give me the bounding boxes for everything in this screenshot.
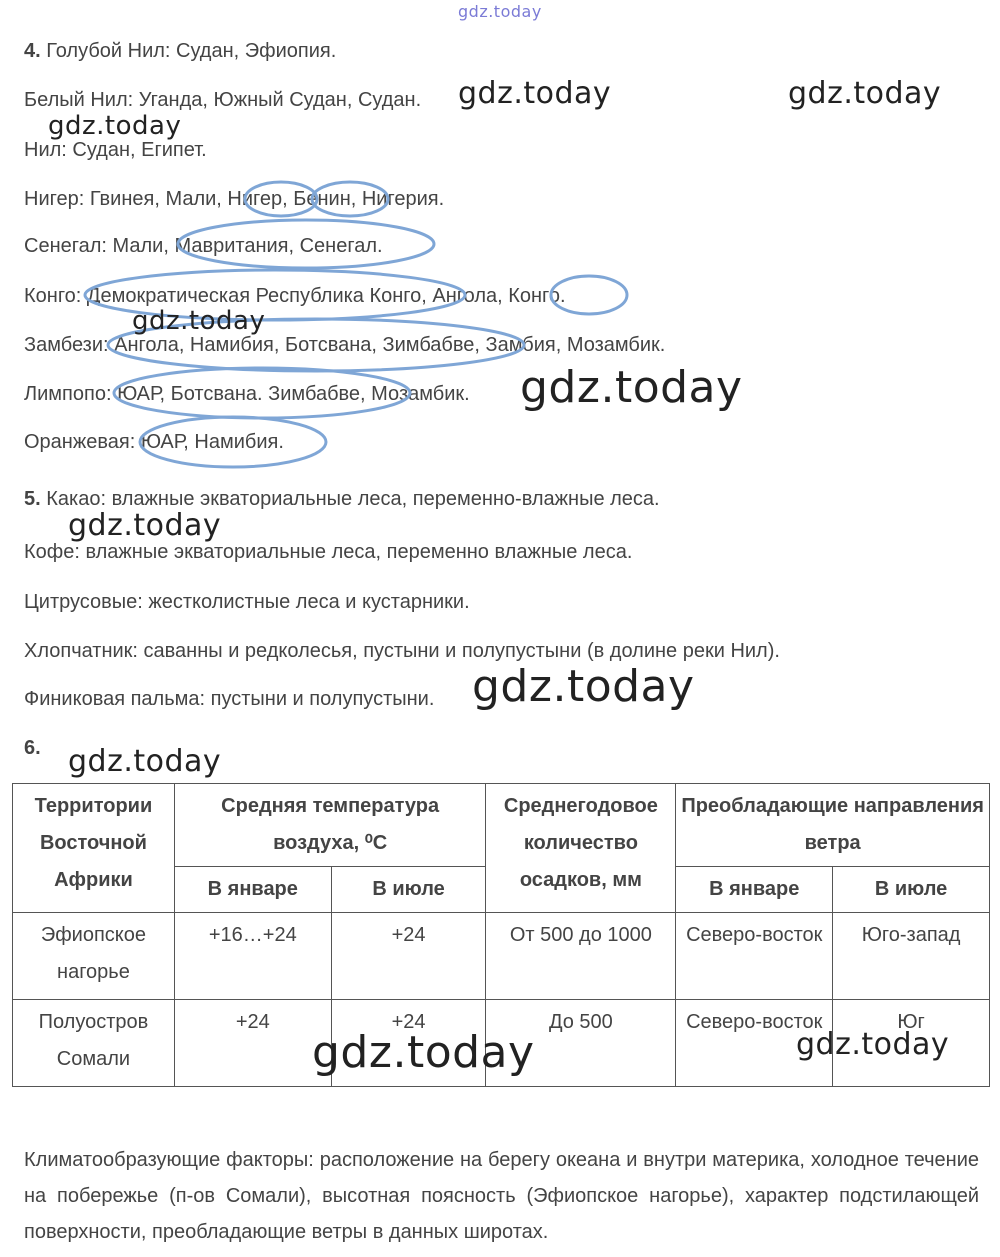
task4-line-2: Белый Нил: Уганда, Южный Судан, Судан. [24, 89, 422, 111]
task4-line-9: Оранжевая: ЮАР, Намибия. [24, 431, 284, 453]
watermark: gdz.today [68, 744, 222, 779]
task4-number: 4. [24, 40, 41, 62]
header-wind-july: В июле [833, 867, 990, 913]
task4-line-3: Нил: Судан, Египет. [24, 139, 207, 161]
task5-line-5: Финиковая пальма: пустыни и полупустыни. [24, 688, 435, 710]
cell-wind-january: Северо-восток [676, 1000, 833, 1087]
header-temp-july: В июле [331, 867, 486, 913]
watermark: gdz.today [796, 1027, 950, 1062]
task4-line-7: Замбези: Ангола, Намибия, Ботсвана, Зимбабве, Замбия, Мозамбик. [24, 334, 666, 356]
cell-temp-july: +24 [331, 913, 486, 1000]
watermark: gdz.today [520, 362, 743, 413]
watermark: gdz.today [458, 76, 612, 111]
header-precipitation: Среднегодовое количество осадков, мм [486, 784, 676, 913]
cell-temp-january: +16…+24 [174, 913, 331, 1000]
watermark: gdz.today [472, 661, 695, 712]
task5-line-2: Кофе: влажные экваториальные леса, переменно влажные леса. [24, 541, 633, 563]
header-temp-january: В январе [174, 867, 331, 913]
header-wind-january: В январе [676, 867, 833, 913]
watermark: gdz.today [68, 508, 222, 543]
watermark: gdz.today [312, 1027, 535, 1078]
task4-line-4: Нигер: Гвинея, Мали, Нигер, Бенин, Нигерия. [24, 188, 445, 210]
conclusion-paragraph: Климатообразующие факторы: расположение на берегу океана и внутри материка, холодное течение на побережье (п-ов Сомали), высотная поясность (Эфиопское нагорье), характер подстилающей поверхности, преобладающие ветры в данных широтах. [24, 1149, 979, 1243]
cell-wind-january: Северо-восток [676, 913, 833, 1000]
task6-number: 6. [24, 737, 41, 759]
task5-line-1-text: Какао: влажные экваториальные леса, переменно-влажные леса. [46, 488, 660, 510]
header-temperature: Средняя температура воздуха, ⁰С [174, 784, 486, 867]
task4-line-8: Лимпопо: ЮАР, Ботсвана. Зимбабве, Мозамбик. [24, 383, 470, 405]
task5-line-4: Хлопчатник: саванны и редколесья, пустыни и полупустыни (в долине реки Нил). [24, 640, 780, 662]
task4-line-6: Конго: Демократическая Республика Конго, Ангола, Конго. [24, 285, 566, 307]
cell-precipitation: До 500 [486, 1000, 676, 1087]
cell-temp-january: +24 [174, 1000, 331, 1087]
header-territories: Территории Восточной Африки [13, 784, 175, 913]
cell-precipitation: От 500 до 1000 [486, 913, 676, 1000]
cell-territory: Эфиопское нагорье [13, 913, 175, 1000]
task4-line-1 [24, 40, 336, 63]
watermark-top: gdz.today [458, 2, 542, 21]
watermark: gdz.today [132, 306, 266, 336]
task4-line-1-text: Голубой Нил: Судан, Эфиопия. [46, 40, 337, 62]
task5-line-3: Цитрусовые: жестколистные леса и кустарники. [24, 591, 470, 613]
cell-wind-july: Юго-запад [833, 913, 990, 1000]
watermark: gdz.today [788, 76, 942, 111]
header-wind: Преобладающие направления ветра [676, 784, 990, 867]
task5-number: 5. [24, 488, 41, 510]
cell-temp-july: +24 [331, 1000, 486, 1087]
task4-line-5: Сенегал: Мали, Мавритания, Сенегал. [24, 235, 383, 257]
cell-wind-july: Юг [833, 1000, 990, 1087]
table-row [13, 913, 990, 1000]
watermark: gdz.today [48, 111, 182, 141]
cell-territory: Полуостров Сомали [13, 1000, 175, 1087]
